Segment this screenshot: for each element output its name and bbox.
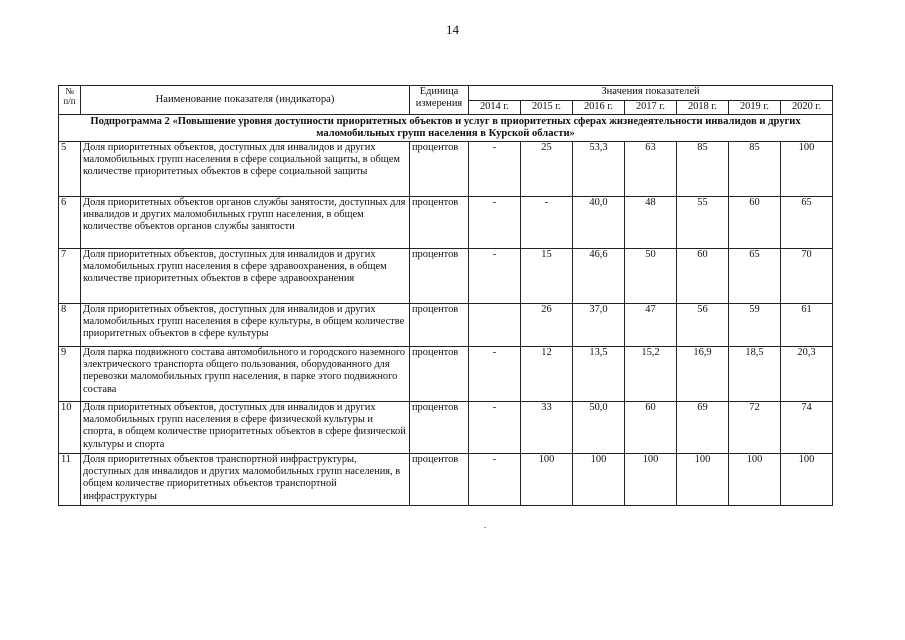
- header-year: 2019 г.: [729, 101, 781, 115]
- row-value: 72: [729, 402, 781, 454]
- header-values: Значения показателей: [469, 86, 833, 101]
- indicators-table: [58, 85, 833, 506]
- row-number: 6: [59, 197, 81, 249]
- row-value: 46,6: [573, 249, 625, 304]
- row-value: -: [469, 197, 521, 249]
- row-value: 12: [521, 347, 573, 402]
- row-unit: процентов: [410, 197, 469, 249]
- row-value: 65: [781, 197, 833, 249]
- row-value: 48: [625, 197, 677, 249]
- row-unit: процентов: [410, 402, 469, 454]
- row-number: 10: [59, 402, 81, 454]
- row-value: 26: [521, 304, 573, 347]
- row-indicator-name: Доля приоритетных объектов, доступных для инвалидов и других маломобильных групп населения в сфере физической культуры и спорта, в общем количестве приоритетных объектов в сфере физической культуры и спорта: [81, 402, 410, 454]
- row-value: [469, 304, 521, 347]
- row-value: 100: [729, 454, 781, 506]
- row-number: 9: [59, 347, 81, 402]
- table-row: [59, 197, 833, 249]
- scan-speck: [484, 527, 486, 528]
- header-unit: Единица измерения: [410, 86, 469, 115]
- subprogram-row: [59, 115, 833, 142]
- row-value: 15,2: [625, 347, 677, 402]
- table-row: [59, 249, 833, 304]
- header-year: 2015 г.: [521, 101, 573, 115]
- row-value: 100: [573, 454, 625, 506]
- header-indicator-name: Наименование показателя (индикатора): [81, 86, 410, 115]
- row-value: 63: [625, 142, 677, 197]
- row-indicator-name: Доля приоритетных объектов органов службы занятости, доступных для инвалидов и других маломобильных групп населения, в общем количестве объектов органов службы занятости: [81, 197, 410, 249]
- row-value: -: [469, 142, 521, 197]
- table-row: [59, 402, 833, 454]
- row-value: 60: [729, 197, 781, 249]
- row-value: 60: [677, 249, 729, 304]
- table-row: [59, 454, 833, 506]
- row-value: 13,5: [573, 347, 625, 402]
- row-value: 69: [677, 402, 729, 454]
- row-unit: процентов: [410, 249, 469, 304]
- header-year: 2020 г.: [781, 101, 833, 115]
- row-value: -: [469, 402, 521, 454]
- row-value: 15: [521, 249, 573, 304]
- row-value: 61: [781, 304, 833, 347]
- row-value: 100: [521, 454, 573, 506]
- row-value: -: [469, 249, 521, 304]
- row-indicator-name: Доля приоритетных объектов транспортной инфраструктуры, доступных для инвалидов и других маломобильных групп населения, в общем количестве приоритетных объектов транспортной инфраструктуры: [81, 454, 410, 506]
- row-value: 65: [729, 249, 781, 304]
- row-value: 55: [677, 197, 729, 249]
- row-unit: процентов: [410, 304, 469, 347]
- row-value: 47: [625, 304, 677, 347]
- row-value: 53,3: [573, 142, 625, 197]
- row-value: 25: [521, 142, 573, 197]
- row-value: 70: [781, 249, 833, 304]
- table-row: [59, 304, 833, 347]
- row-value: 100: [677, 454, 729, 506]
- row-value: 60: [625, 402, 677, 454]
- row-value: -: [469, 454, 521, 506]
- row-value: 37,0: [573, 304, 625, 347]
- row-value: 100: [625, 454, 677, 506]
- row-unit: процентов: [410, 142, 469, 197]
- row-value: 85: [729, 142, 781, 197]
- row-number: 7: [59, 249, 81, 304]
- row-indicator-name: Доля приоритетных объектов, доступных для инвалидов и других маломобильных групп населения в сфере социальной защиты, в общем количестве приоритетных объектов в сфере социальной защиты: [81, 142, 410, 197]
- row-indicator-name: Доля приоритетных объектов, доступных для инвалидов и других маломобильных групп населения в сфере культуры, в общем количестве приоритетных объектов в сфере культуры: [81, 304, 410, 347]
- row-value: 40,0: [573, 197, 625, 249]
- page-number: 14: [446, 22, 459, 37]
- subprogram-title: Подпрограмма 2 «Повышение уровня доступности приоритетных объектов и услуг в приоритетных сферах жизнедеятельности инвалидов и других маломобильных групп населения в Курской области»: [59, 115, 833, 142]
- row-value: 100: [781, 454, 833, 506]
- row-number: 5: [59, 142, 81, 197]
- header-year: 2014 г.: [469, 101, 521, 115]
- row-value: 85: [677, 142, 729, 197]
- row-value: 16,9: [677, 347, 729, 402]
- table-row: [59, 142, 833, 197]
- row-value: 20,3: [781, 347, 833, 402]
- row-unit: процентов: [410, 347, 469, 402]
- row-unit: процентов: [410, 454, 469, 506]
- row-value: 50,0: [573, 402, 625, 454]
- row-value: 74: [781, 402, 833, 454]
- row-value: 59: [729, 304, 781, 347]
- row-number: 8: [59, 304, 81, 347]
- row-value: 18,5: [729, 347, 781, 402]
- table-row: [59, 347, 833, 402]
- row-value: -: [469, 347, 521, 402]
- header-year: 2018 г.: [677, 101, 729, 115]
- row-value: 50: [625, 249, 677, 304]
- row-number: 11: [59, 454, 81, 506]
- row-value: 56: [677, 304, 729, 347]
- header-year: 2017 г.: [625, 101, 677, 115]
- row-indicator-name: Доля приоритетных объектов, доступных для инвалидов и других маломобильных групп населения в сфере здравоохранения, в общем количестве приоритетных объектов в сфере здравоохранения: [81, 249, 410, 304]
- row-value: 33: [521, 402, 573, 454]
- row-value: -: [521, 197, 573, 249]
- row-indicator-name: Доля парка подвижного состава автомобильного и городского наземного электрического транспорта общего пользования, оборудованного для перевозки маломобильных групп населения, в парке этого подвижного состава: [81, 347, 410, 402]
- header-year: 2016 г.: [573, 101, 625, 115]
- header-number: № п/п: [59, 86, 81, 115]
- row-value: 100: [781, 142, 833, 197]
